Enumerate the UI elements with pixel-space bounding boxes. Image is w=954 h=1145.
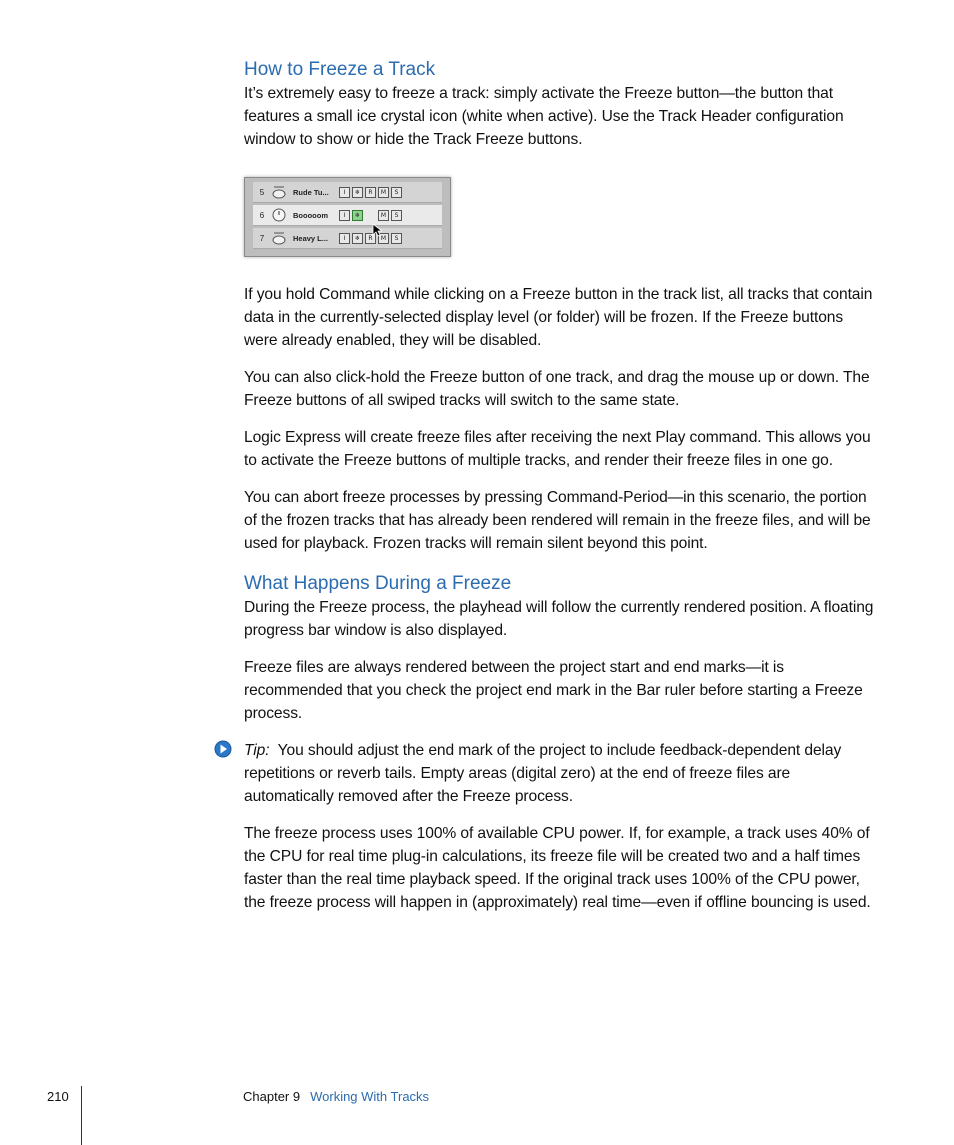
solo-button[interactable]: S — [391, 187, 402, 198]
tip-arrow-icon — [214, 740, 232, 758]
track-row — [253, 205, 442, 226]
track-name: Booooom — [293, 210, 328, 220]
body-paragraph: During the Freeze process, the playhead will follow the currently rendered position. A floating progress bar window is also displayed. — [244, 599, 874, 639]
freeze-button-active[interactable]: ❄ — [352, 210, 363, 221]
track-name: Heavy L... — [293, 233, 329, 243]
input-button[interactable]: I — [339, 187, 350, 198]
body-paragraph: You can also click-hold the Freeze button of one track, and drag the mouse up or down. The Freeze buttons of all swiped tracks will switch to the same state. — [244, 369, 870, 409]
track-list-screenshot — [244, 177, 451, 257]
body-paragraph: If you hold Command while clicking on a Freeze button in the track list, all tracks that contain data in the currently-selected display level (or folder) will be frozen. If the Freeze buttons were already enabled, they will be disabled. — [244, 286, 873, 349]
section-heading-freeze-track: How to Freeze a Track — [244, 59, 436, 80]
mute-button[interactable]: M — [378, 187, 389, 198]
record-button[interactable]: R — [365, 187, 376, 198]
chapter-title-link[interactable]: Working With Tracks — [310, 1089, 430, 1104]
freeze-button[interactable]: ❄ — [352, 187, 363, 198]
track-number: 7 — [259, 233, 265, 243]
tip-text: You should adjust the end mark of the project to include feedback-dependent delay repetitions or reverb tails. Empty areas (digital zero) at the end of freeze files are automatically removed after the Freeze process. — [244, 742, 846, 805]
drum-kit-icon — [271, 184, 287, 200]
body-paragraph: Logic Express will create freeze files after receiving the next Play command. This allows you to activate the Freeze buttons of multiple tracks, and render their freeze files in one go. — [244, 429, 871, 469]
intro-paragraph: It’s extremely easy to freeze a track: simply activate the Freeze button—the button that features a small ice crystal icon (white when active). Use the Track Header configuration window to show or hide the Track Freeze buttons. — [244, 85, 844, 148]
track-row — [253, 228, 442, 249]
chapter-label: Chapter 9 — [243, 1089, 301, 1104]
record-button[interactable]: R — [365, 233, 376, 244]
footer-divider — [81, 1086, 82, 1145]
freeze-button[interactable]: ❄ — [352, 233, 363, 244]
tip-paragraph — [244, 739, 874, 808]
page-number: 210 — [47, 1089, 69, 1104]
body-paragraph: You can abort freeze processes by pressing Command-Period—in this scenario, the portion of the frozen tracks that has already been rendered will remain in the freeze files, and will be used for playback. Frozen tracks will remain silent beyond this point. — [244, 489, 871, 552]
chapter-footer — [243, 1089, 429, 1104]
input-button[interactable]: I — [339, 210, 350, 221]
body-paragraph: The freeze process uses 100% of available CPU power. If, for example, a track uses 40% of the CPU for real time plug-in calculations, its freeze file will be created two and a half times faster than the real time playback speed. If the original track uses 100% of the CPU power, the freeze process will happen in (approximately) real time—even if offline bouncing is used. — [244, 825, 871, 911]
page-content — [244, 58, 874, 914]
section-heading-during-freeze: What Happens During a Freeze — [244, 573, 512, 594]
mute-button[interactable]: M — [378, 233, 389, 244]
solo-button[interactable]: S — [391, 233, 402, 244]
solo-button[interactable]: S — [391, 210, 402, 221]
tip-label: Tip: — [244, 742, 270, 759]
track-name: Rude Tu... — [293, 187, 329, 197]
body-paragraph: Freeze files are always rendered between the project start and end marks—it is recommended that you check the project end mark in the Bar ruler before starting a Freeze process. — [244, 659, 863, 722]
drum-kit-icon — [271, 230, 287, 246]
clock-icon — [271, 207, 287, 223]
track-number: 6 — [259, 210, 265, 220]
track-number: 5 — [259, 187, 265, 197]
track-row — [253, 182, 442, 203]
mouse-cursor-icon — [372, 223, 382, 237]
mute-button[interactable]: M — [378, 210, 389, 221]
input-button[interactable]: I — [339, 233, 350, 244]
